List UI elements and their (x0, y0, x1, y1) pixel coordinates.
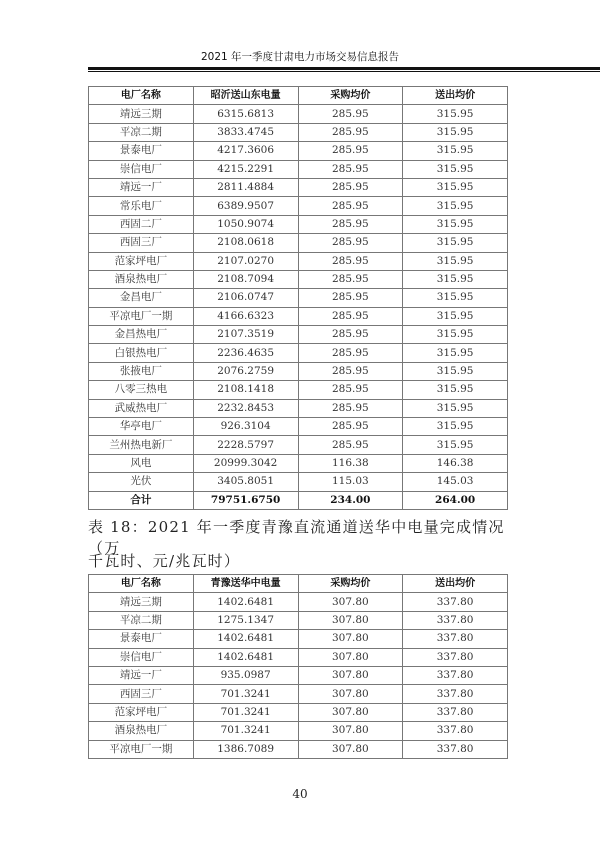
header-rule (88, 67, 600, 70)
table-cell: 285.95 (298, 326, 403, 344)
table-cell: 116.38 (298, 454, 403, 472)
table-cell: 景泰电厂 (89, 630, 194, 648)
page-number: 40 (292, 787, 308, 801)
table-cell: 6389.9507 (193, 197, 298, 215)
table-caption-cont: 千瓦时、元/兆瓦时） (88, 552, 241, 570)
table-cell: 285.95 (298, 123, 403, 141)
table-cell: 4217.3606 (193, 142, 298, 160)
table-cell: 315.95 (403, 362, 508, 380)
table-cell: 景泰电厂 (89, 142, 194, 160)
table-cell: 337.80 (403, 703, 508, 721)
table-cell: 1386.7089 (193, 740, 298, 758)
total-cell: 79751.6750 (193, 491, 298, 509)
table-row (89, 381, 508, 399)
table-cell: 315.95 (403, 381, 508, 399)
table-cell: 315.95 (403, 234, 508, 252)
table-header-row (89, 87, 508, 105)
table-cell: 315.95 (403, 289, 508, 307)
table-cell: 2076.2759 (193, 362, 298, 380)
table-header-row (89, 575, 508, 593)
table-caption: 表 18：2021 年一季度青豫直流通道送华中电量完成情况（万 (88, 518, 505, 557)
table-cell: 八零三热电 (89, 381, 194, 399)
table-row (89, 252, 508, 270)
table-cell: 315.95 (403, 270, 508, 288)
header-rule-thin (88, 71, 600, 72)
column-header: 昭沂送山东电量 (193, 87, 298, 105)
table-cell: 285.95 (298, 307, 403, 325)
table-cell: 3405.8051 (193, 473, 298, 491)
table-cell: 285.95 (298, 381, 403, 399)
report-header: 2021 年一季度甘肃电力市场交易信息报告 (200, 51, 400, 63)
table-cell: 平凉电厂一期 (89, 307, 194, 325)
table-cell: 701.3241 (193, 703, 298, 721)
table-cell: 337.80 (403, 611, 508, 629)
table-cell: 西固二厂 (89, 215, 194, 233)
table-cell: 115.03 (298, 473, 403, 491)
table-cell: 285.95 (298, 215, 403, 233)
table-row (89, 454, 508, 472)
table-cell: 926.3104 (193, 418, 298, 436)
table-cell: 1275.1347 (193, 611, 298, 629)
total-row (89, 491, 508, 509)
table-row (89, 593, 508, 611)
column-header: 送出均价 (403, 575, 508, 593)
table-row (89, 722, 508, 740)
table-cell: 285.95 (298, 234, 403, 252)
table-cell: 337.80 (403, 740, 508, 758)
table-cell: 285.95 (298, 289, 403, 307)
table-cell: 华亭电厂 (89, 418, 194, 436)
table-cell: 315.95 (403, 326, 508, 344)
table-cell: 307.80 (298, 648, 403, 666)
table-row (89, 215, 508, 233)
table-cell: 285.95 (298, 178, 403, 196)
table-cell: 1402.6481 (193, 648, 298, 666)
table-cell: 145.03 (403, 473, 508, 491)
table-row (89, 436, 508, 454)
table-row (89, 362, 508, 380)
table-cell: 285.95 (298, 197, 403, 215)
table-row (89, 270, 508, 288)
table-cell: 285.95 (298, 436, 403, 454)
table-cell: 315.95 (403, 123, 508, 141)
table-cell: 307.80 (298, 630, 403, 648)
table-cell: 285.95 (298, 142, 403, 160)
table-cell: 2232.8453 (193, 399, 298, 417)
table-cell: 酒泉热电厂 (89, 722, 194, 740)
table-cell: 307.80 (298, 740, 403, 758)
table-cell: 315.95 (403, 399, 508, 417)
zhaoyi-shandong-table (88, 86, 508, 510)
column-header: 电厂名称 (89, 575, 194, 593)
column-header: 采购均价 (298, 87, 403, 105)
table-cell: 武威热电厂 (89, 399, 194, 417)
table-cell: 315.95 (403, 436, 508, 454)
table-cell: 西固三厂 (89, 685, 194, 703)
table-cell: 3833.4745 (193, 123, 298, 141)
table-cell: 315.95 (403, 307, 508, 325)
table-cell: 金昌热电厂 (89, 326, 194, 344)
table-row (89, 611, 508, 629)
table-cell: 1402.6481 (193, 593, 298, 611)
table-cell: 146.38 (403, 454, 508, 472)
table-cell: 285.95 (298, 418, 403, 436)
table-row (89, 197, 508, 215)
table-row (89, 630, 508, 648)
table-cell: 平凉电厂一期 (89, 740, 194, 758)
table-cell: 2108.1418 (193, 381, 298, 399)
table-row (89, 740, 508, 758)
table-cell: 285.95 (298, 160, 403, 178)
table-cell: 常乐电厂 (89, 197, 194, 215)
table-cell: 285.95 (298, 270, 403, 288)
table-cell: 337.80 (403, 722, 508, 740)
table-row (89, 123, 508, 141)
table-cell: 靖远一厂 (89, 178, 194, 196)
table-row (89, 326, 508, 344)
table-cell: 337.80 (403, 593, 508, 611)
table-cell: 2228.5797 (193, 436, 298, 454)
table-row (89, 307, 508, 325)
table-cell: 337.80 (403, 630, 508, 648)
table-cell: 307.80 (298, 666, 403, 684)
table-row (89, 344, 508, 362)
table-cell: 315.95 (403, 178, 508, 196)
table-cell: 白银热电厂 (89, 344, 194, 362)
table-cell: 崇信电厂 (89, 160, 194, 178)
table-cell: 701.3241 (193, 685, 298, 703)
table-cell: 285.95 (298, 105, 403, 123)
total-cell: 264.00 (403, 491, 508, 509)
table-cell: 307.80 (298, 703, 403, 721)
table-cell: 兰州热电新厂 (89, 436, 194, 454)
table-cell: 2107.3519 (193, 326, 298, 344)
table-row (89, 399, 508, 417)
table-cell: 315.95 (403, 252, 508, 270)
table-cell: 315.95 (403, 160, 508, 178)
table-row (89, 178, 508, 196)
table-cell: 315.95 (403, 105, 508, 123)
table-row (89, 685, 508, 703)
table-cell: 光伏 (89, 473, 194, 491)
table-cell: 935.0987 (193, 666, 298, 684)
table-row (89, 648, 508, 666)
table-cell: 315.95 (403, 197, 508, 215)
table-cell: 701.3241 (193, 722, 298, 740)
table-cell: 平凉二期 (89, 611, 194, 629)
table-cell: 315.95 (403, 344, 508, 362)
table-cell: 6315.6813 (193, 105, 298, 123)
table-cell: 2106.0747 (193, 289, 298, 307)
table-cell: 307.80 (298, 611, 403, 629)
table-cell: 酒泉热电厂 (89, 270, 194, 288)
table-cell: 307.80 (298, 685, 403, 703)
table-cell: 285.95 (298, 362, 403, 380)
column-header: 送出均价 (403, 87, 508, 105)
table-cell: 285.95 (298, 252, 403, 270)
table-cell: 1050.9074 (193, 215, 298, 233)
table-cell: 2236.4635 (193, 344, 298, 362)
table-cell: 靖远三期 (89, 593, 194, 611)
table-row (89, 234, 508, 252)
total-cell: 234.00 (298, 491, 403, 509)
table-cell: 平凉二期 (89, 123, 194, 141)
table-cell: 4166.6323 (193, 307, 298, 325)
column-header: 采购均价 (298, 575, 403, 593)
table-cell: 307.80 (298, 722, 403, 740)
qingyu-central-china-table (88, 574, 508, 759)
column-header: 青豫送华中电量 (193, 575, 298, 593)
table-cell: 315.95 (403, 418, 508, 436)
table-cell: 2811.4884 (193, 178, 298, 196)
column-header: 电厂名称 (89, 87, 194, 105)
table-cell: 285.95 (298, 399, 403, 417)
table-cell: 315.95 (403, 215, 508, 233)
table-cell: 20999.3042 (193, 454, 298, 472)
table-cell: 285.95 (298, 344, 403, 362)
table-cell: 4215.2291 (193, 160, 298, 178)
table-row (89, 105, 508, 123)
table-cell: 2107.0270 (193, 252, 298, 270)
table-cell: 2108.0618 (193, 234, 298, 252)
table-cell: 2108.7094 (193, 270, 298, 288)
table-row (89, 289, 508, 307)
table-cell: 靖远一厂 (89, 666, 194, 684)
table-cell: 金昌电厂 (89, 289, 194, 307)
table-cell: 337.80 (403, 685, 508, 703)
table-row (89, 473, 508, 491)
table-cell: 307.80 (298, 593, 403, 611)
table-row (89, 666, 508, 684)
table-cell: 范家坪电厂 (89, 252, 194, 270)
table-cell: 337.80 (403, 648, 508, 666)
table-row (89, 418, 508, 436)
table-cell: 337.80 (403, 666, 508, 684)
total-cell: 合计 (89, 491, 194, 509)
table-cell: 风电 (89, 454, 194, 472)
table-row (89, 160, 508, 178)
table-cell: 315.95 (403, 142, 508, 160)
table-cell: 范家坪电厂 (89, 703, 194, 721)
table-cell: 靖远三期 (89, 105, 194, 123)
table-cell: 1402.6481 (193, 630, 298, 648)
table-cell: 西固三厂 (89, 234, 194, 252)
table-cell: 张掖电厂 (89, 362, 194, 380)
table-row (89, 142, 508, 160)
table-row (89, 703, 508, 721)
table-cell: 崇信电厂 (89, 648, 194, 666)
